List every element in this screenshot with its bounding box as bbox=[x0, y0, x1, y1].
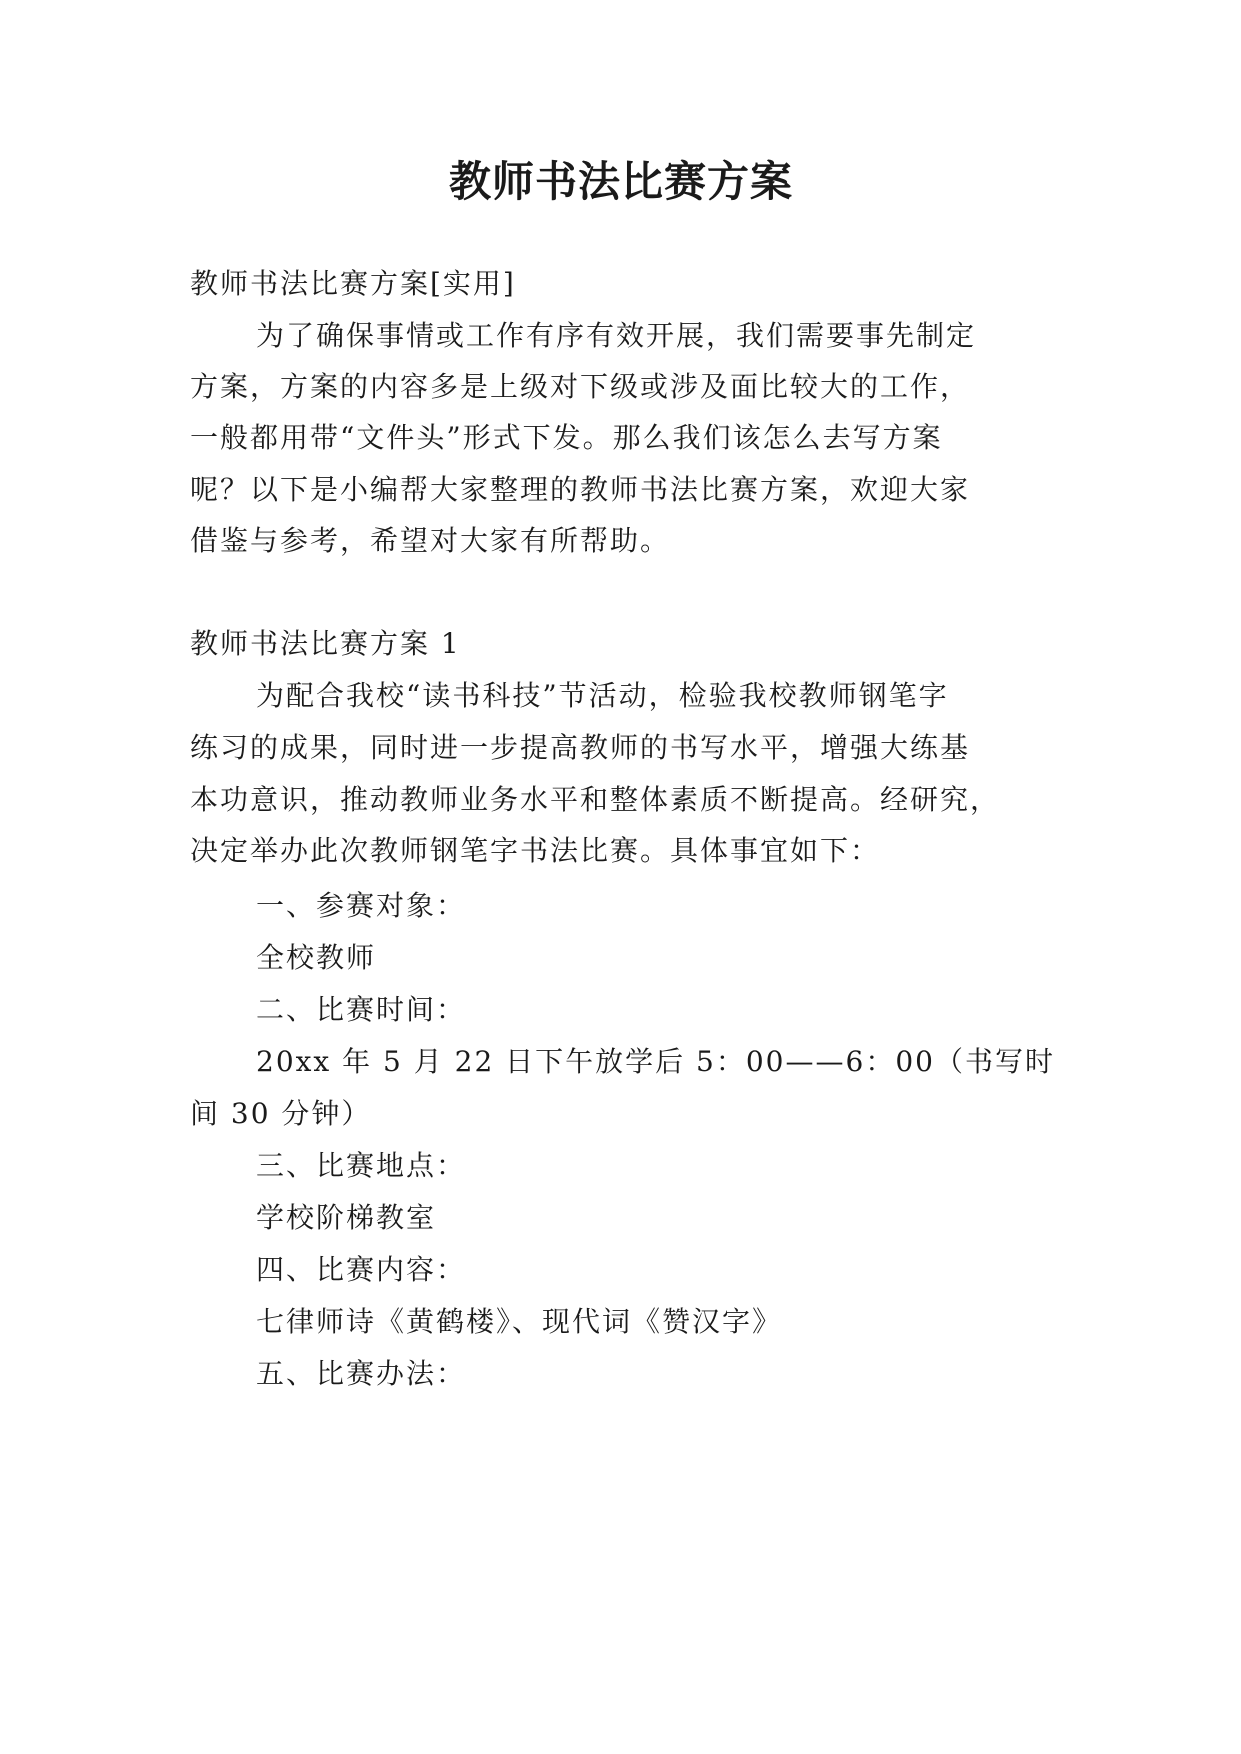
participants-value: 全校教师 bbox=[256, 941, 377, 974]
section-heading: 教师书法比赛方案 1 bbox=[190, 627, 461, 660]
location-value: 学校阶梯教室 bbox=[256, 1201, 437, 1234]
method-label: 五、比赛办法： bbox=[256, 1357, 467, 1390]
time-label: 二、比赛时间： bbox=[256, 993, 467, 1026]
section-paragraph-line-1: 为配合我校“读书科技”节活动，检验我校教师钢笔字 bbox=[256, 679, 949, 712]
document-subtitle: 教师书法比赛方案[实用] bbox=[190, 267, 516, 300]
intro-line-1: 为了确保事情或工作有序有效开展，我们需要事先制定 bbox=[256, 319, 977, 352]
time-value-line-2: 间 30 分钟） bbox=[190, 1097, 372, 1130]
location-label: 三、比赛地点： bbox=[256, 1149, 467, 1182]
participants-label: 一、参赛对象： bbox=[256, 889, 467, 922]
content-label: 四、比赛内容： bbox=[256, 1253, 467, 1286]
section-paragraph-line-2: 练习的成果，同时进一步提高教师的书写水平，增强大练基 bbox=[190, 731, 971, 764]
section-paragraph-line-4: 决定举办此次教师钢笔字书法比赛。具体事宜如下： bbox=[190, 834, 881, 867]
time-value-line-1: 20xx 年 5 月 22 日下午放学后 5：00——6：00（书写时 bbox=[256, 1045, 1055, 1078]
intro-line-5: 借鉴与参考，希望对大家有所帮助。 bbox=[190, 524, 671, 557]
content-value: 七律师诗《黄鹤楼》、现代词《赞汉字》 bbox=[256, 1305, 783, 1338]
document-title: 教师书法比赛方案 bbox=[448, 157, 793, 206]
intro-line-4: 呢？以下是小编帮大家整理的教师书法比赛方案，欢迎大家 bbox=[190, 473, 971, 506]
intro-line-3: 一般都用带“文件头”形式下发。那么我们该怎么去写方案 bbox=[190, 421, 943, 454]
section-paragraph-line-3: 本功意识，推动教师业务水平和整体素质不断提高。经研究， bbox=[190, 783, 1001, 816]
document-page bbox=[190, 0, 1055, 1754]
intro-line-2: 方案，方案的内容多是上级对下级或涉及面比较大的工作， bbox=[190, 370, 971, 403]
